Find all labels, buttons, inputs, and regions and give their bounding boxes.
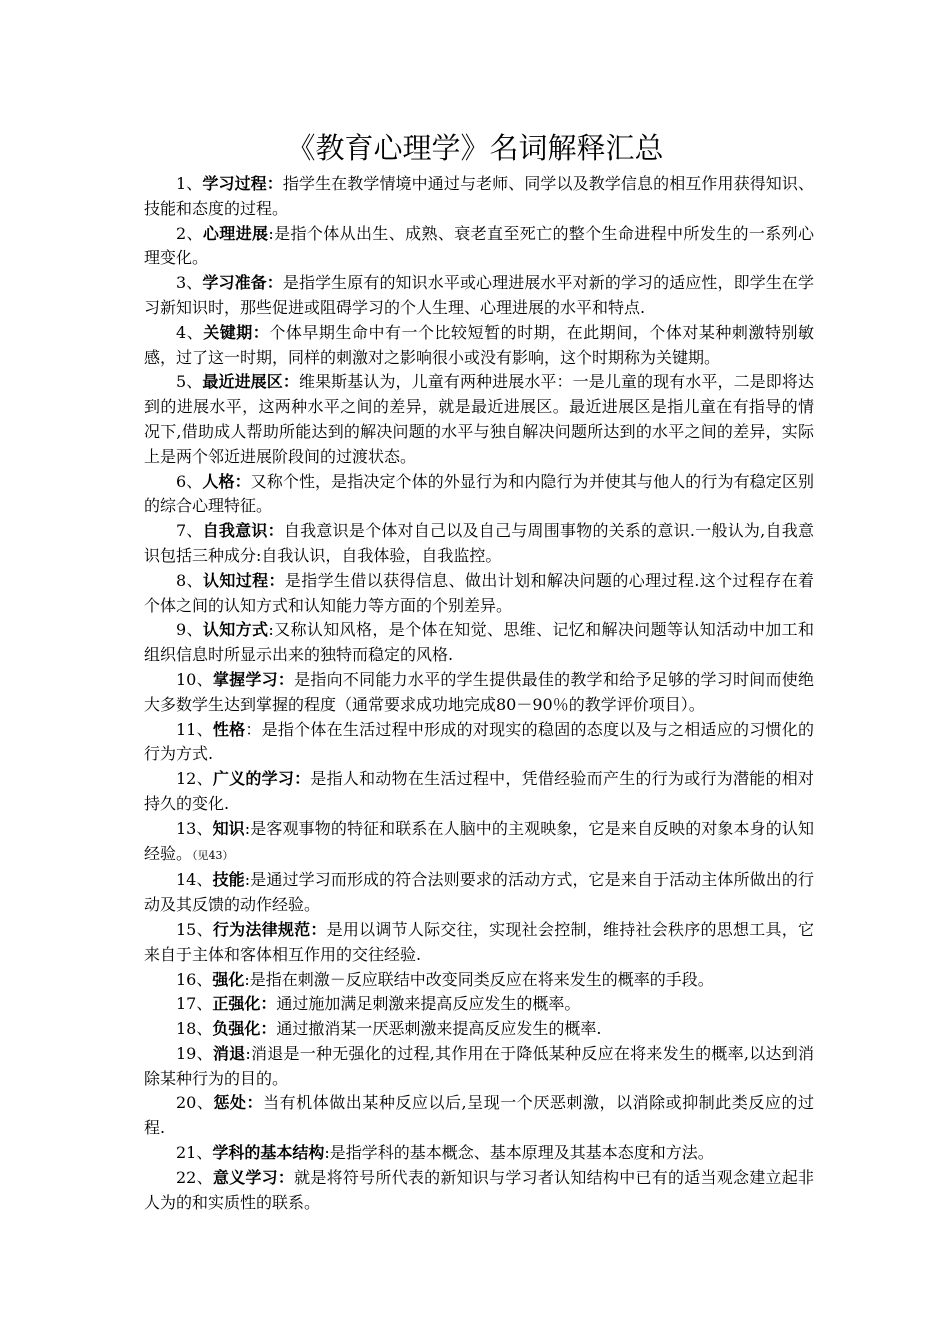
entry-number: 21、 <box>176 1143 213 1163</box>
entry-definition: :又称认知风格，是个体在知觉、思维、记忆和解决问题等认知活动中加工和组织信息时所显示出来的独特而稳定的风格. <box>144 620 814 665</box>
entry-definition: 就是将符号所代表的新知识与学习者认知结构中已有的适当观念建立起非人为的和实质性的联系。 <box>144 1167 814 1212</box>
entry-number: 9、 <box>176 620 203 640</box>
entry-term: 学科的基本结构 <box>212 1143 325 1163</box>
entry-term: 学习准备： <box>202 273 283 293</box>
entry-term: 技能 <box>212 870 245 890</box>
entry-number: 16、 <box>176 969 213 989</box>
entry-number: 18、 <box>176 1019 213 1039</box>
entry-term: 性格 <box>212 719 246 739</box>
entry-7 <box>144 519 814 569</box>
entry-term: 知识 <box>212 818 245 838</box>
entry-number: 3、 <box>176 273 203 293</box>
entry-12 <box>144 767 814 817</box>
entry-number: 5、 <box>176 372 203 392</box>
entry-number: 1、 <box>176 174 203 193</box>
entry-definition: 个体早期生命中有一个比较短暂的时期，在此期间，个体对某种刺激特别敏感，过了这一时期，同样的刺激对之影响很小或没有影响，这个时期称为关键期。 <box>144 322 814 367</box>
entry-number: 2、 <box>176 223 203 243</box>
entry-term: 关键期： <box>203 322 270 342</box>
entry-definition: 自我意识是个体对自己以及自己与周围事物的关系的意识.一般认为,自我意识包括三种成分:自我认识，自我体验，自我监控。 <box>144 521 814 565</box>
entry-20 <box>144 1091 814 1141</box>
entry-definition: 又称个性，是指决定个体的外显行为和内隐行为并使其与他人的行为有稳定区别的综合心理特征。 <box>144 471 814 516</box>
entry-number: 6、 <box>176 471 203 491</box>
entry-number: 19、 <box>176 1043 213 1063</box>
entry-1 <box>144 172 814 222</box>
entry-term: 学习过程： <box>202 174 283 193</box>
entry-definition: 是指向不同能力水平的学生提供最佳的教学和给予足够的学习时间而使绝大多数学生达到掌握的程度（通常要求成功地完成80－90％的教学评价项目）。 <box>144 669 814 714</box>
entry-term: 行为法律规范： <box>212 919 327 939</box>
entry-number: 15、 <box>176 919 213 939</box>
entry-definition: :是指学科的基本概念、基本原理及其基本态度和方法。 <box>324 1143 714 1163</box>
entry-definition: 指学生在教学情境中通过与老师、同学以及教学信息的相互作用获得知识、技能和态度的过程。 <box>144 174 814 218</box>
entry-term: 认知过程： <box>202 570 285 590</box>
entry-number: 4、 <box>176 322 204 342</box>
entry-number: 14、 <box>176 870 213 890</box>
entry-2 <box>144 222 814 272</box>
entry-9 <box>144 618 814 668</box>
entry-5 <box>144 370 814 469</box>
entry-3 <box>144 271 814 321</box>
entry-term: 掌握学习： <box>212 669 295 689</box>
entry-8 <box>144 569 814 619</box>
entry-note: （见43） <box>192 848 234 862</box>
entry-term: 消退 <box>212 1043 246 1063</box>
entry-term: 最近进展区： <box>202 372 299 392</box>
entry-term: 心理进展 <box>202 223 269 243</box>
entry-6 <box>144 470 814 520</box>
entry-22 <box>144 1166 814 1216</box>
entry-13 <box>144 817 814 869</box>
entry-number: 22、 <box>176 1167 213 1187</box>
entry-number: 7、 <box>176 521 203 541</box>
entry-definition: 维果斯基认为，儿童有两种进展水平：一是儿童的现有水平，二是即将达到的进展水平，这两种水平之间的差异，就是最近进展区。最近进展区是指儿童在有指导的情况下,借助成人帮助所能达到的解决问题的水平与独自解决问题所达到的水平之间的差异，实际上是两个邻近进展阶段间的过渡状态。 <box>144 372 814 466</box>
page-title: 《教育心理学》名词解释汇总 <box>286 131 664 165</box>
entry-term: 惩处： <box>213 1093 264 1113</box>
entry-list <box>144 172 814 1215</box>
entry-11 <box>144 718 814 768</box>
entry-10 <box>144 668 814 718</box>
entry-definition: :消退是一种无强化的过程,其作用在于降低某种反应在将来发生的概率,以达到消除某种行为的目的。 <box>144 1043 814 1088</box>
entry-16 <box>144 968 814 993</box>
entry-term: 自我意识： <box>202 521 284 541</box>
entry-definition: 是用以调节人际交往，实现社会控制，维持社会秩序的思想工具，它来自于主体和客体相互作用的交往经验. <box>144 919 814 964</box>
entry-definition: :是客观事物的特征和联系在人脑中的主观映象，它是来自反映的对象本身的认知经验。 <box>144 818 814 863</box>
entry-15 <box>144 918 814 968</box>
entry-definition: :是指个体从出生、成熟、衰老直至死亡的整个生命进程中所发生的一系列心理变化。 <box>144 223 814 268</box>
entry-number: 13、 <box>176 818 213 838</box>
entry-term: 人格： <box>202 471 251 491</box>
entry-term: 认知方式 <box>202 620 269 640</box>
entry-term: 负强化： <box>212 1019 277 1039</box>
entry-definition: ：是指个体在生活过程中形成的对现实的稳固的态度以及与之相适应的习惯化的行为方式. <box>144 719 814 764</box>
entry-term: 正强化： <box>212 994 277 1014</box>
entry-definition: 当有机体做出某种反应以后,呈现一个厌恶刺激，以消除或抑制此类反应的过程. <box>144 1093 814 1138</box>
entry-term: 广义的学习： <box>212 769 311 789</box>
entry-19 <box>144 1042 814 1092</box>
entry-definition: 是指人和动物在生活过程中，凭借经验而产生的行为或行为潜能的相对持久的变化. <box>144 769 814 813</box>
entry-21 <box>144 1141 814 1166</box>
entry-number: 8、 <box>176 570 203 590</box>
entry-term: 意义学习： <box>212 1167 295 1187</box>
entry-number: 11、 <box>176 719 213 739</box>
entry-17 <box>144 992 814 1017</box>
entry-definition: 通过施加满足刺激来提高反应发生的概率。 <box>276 994 581 1014</box>
entry-4 <box>144 321 814 371</box>
entry-definition: :是指在刺激－反应联结中改变同类反应在将来发生的概率的手段。 <box>244 969 714 989</box>
entry-definition: 是指学生借以获得信息、做出计划和解决问题的心理过程.这个过程存在着个体之间的认知方式和认知能力等方面的个别差异。 <box>144 570 814 615</box>
entry-14 <box>144 868 814 918</box>
entry-definition: 是指学生原有的知识水平或心理进展水平对新的学习的适应性，即学生在学习新知识时，那些促进或阻碍学习的个人生理、心理进展的水平和特点. <box>144 273 814 317</box>
entry-definition: 通过撤消某一厌恶刺激来提高反应发生的概率. <box>276 1019 602 1039</box>
entry-definition: :是通过学习而形成的符合法则要求的活动方式，它是来自于活动主体所做出的行动及其反馈的动作经验。 <box>144 870 814 915</box>
entry-number: 10、 <box>176 669 213 689</box>
entry-number: 20、 <box>176 1093 214 1113</box>
entry-number: 12、 <box>176 769 213 789</box>
entry-18 <box>144 1017 814 1042</box>
entry-number: 17、 <box>176 994 213 1014</box>
entry-term: 强化 <box>212 969 245 989</box>
